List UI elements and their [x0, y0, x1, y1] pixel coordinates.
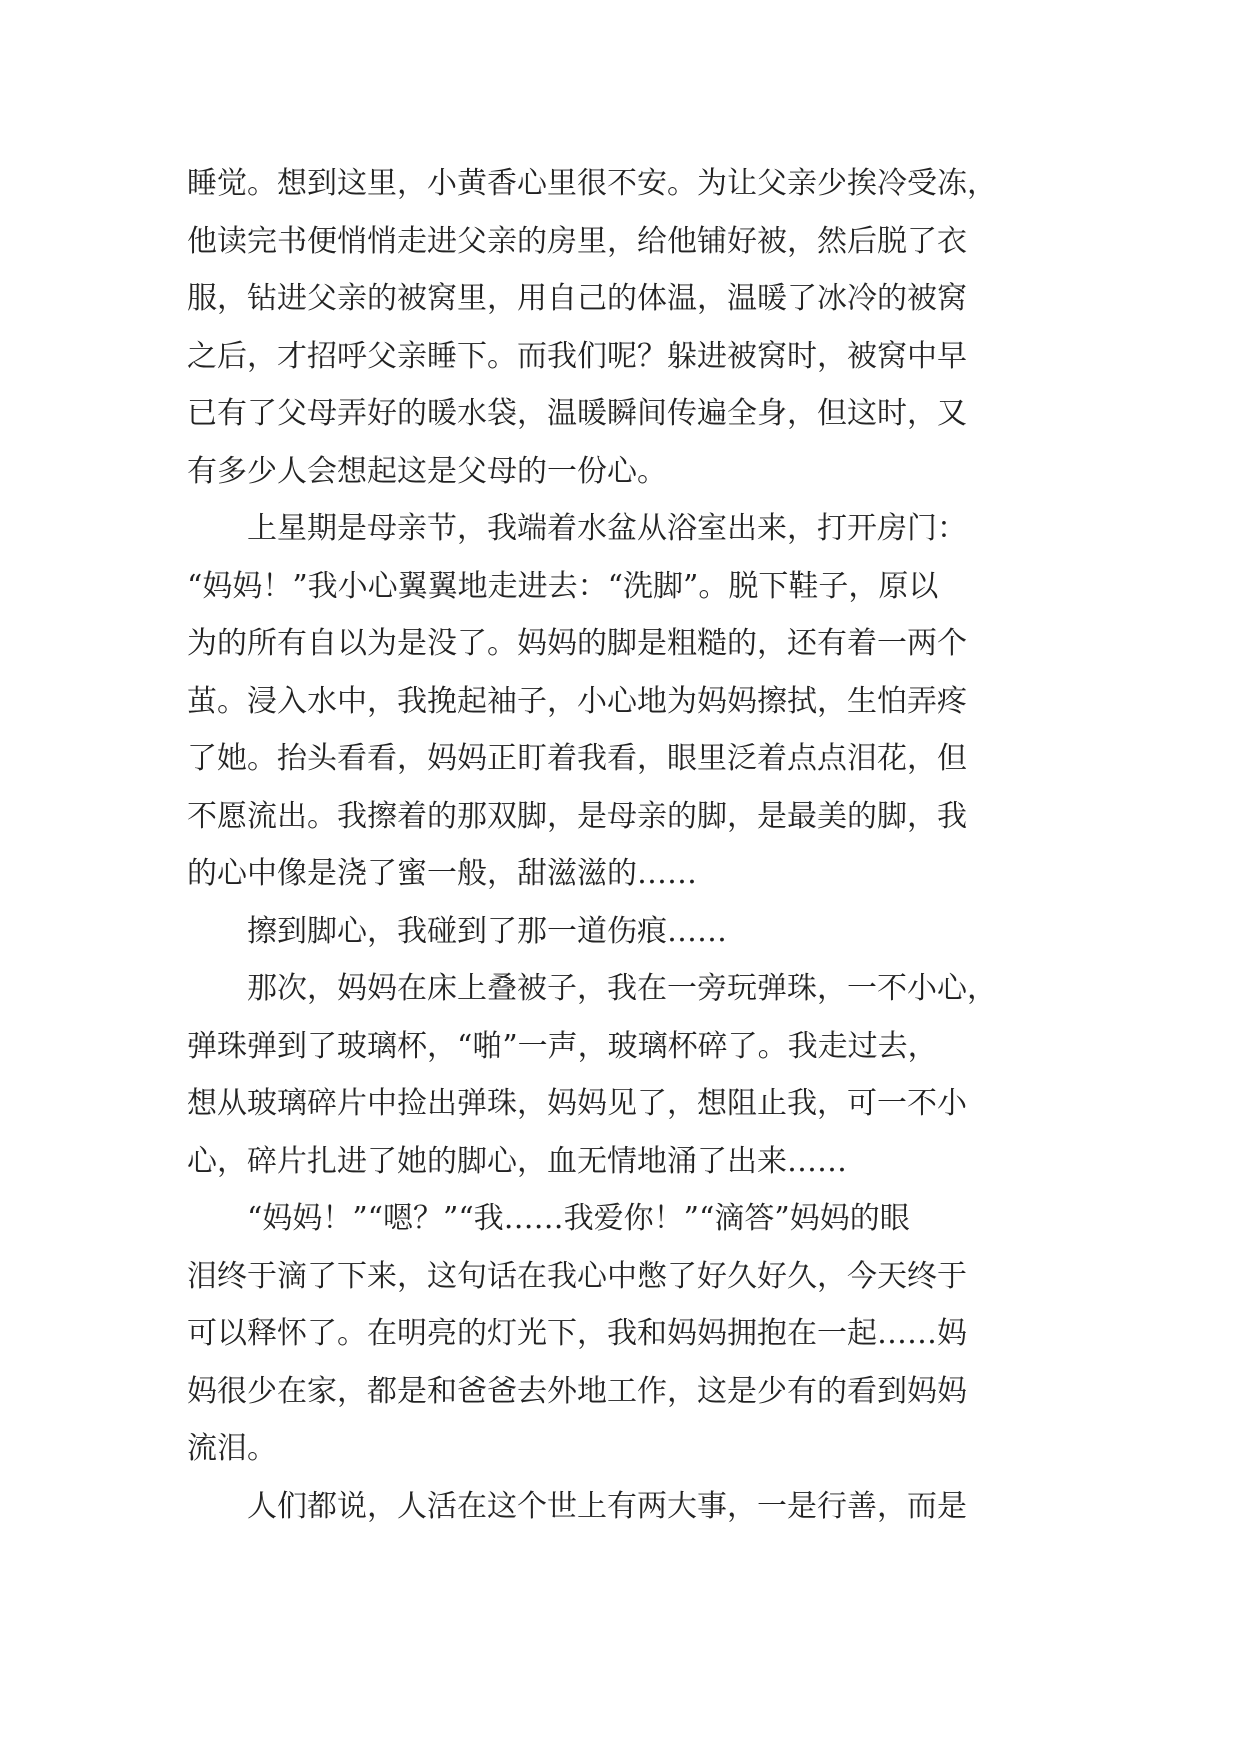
document-body [187, 155, 1057, 1535]
paragraph [187, 155, 1057, 500]
text-line: 弹珠弹到了玻璃杯，“啪”一声，玻璃杯碎了。我走过去， [187, 1028, 938, 1064]
text-line: 茧。浸入水中，我挽起袖子，小心地为妈妈擦拭，生怕弄疼 [187, 683, 967, 719]
text-line: 之后，才招呼父亲睡下。而我们呢？躲进被窝时，被窝中早 [187, 338, 967, 374]
text-line: 那次，妈妈在床上叠被子，我在一旁玩弹珠，一不小心， [187, 971, 997, 1006]
text-line: 心，碎片扎进了她的脚心，血无情地涌了出来…… [187, 1143, 847, 1179]
paragraph [187, 903, 1057, 961]
text-line: 了她。抬头看看，妈妈正盯着我看，眼里泛着点点泪花，但 [187, 741, 967, 776]
text-line: 上星期是母亲节，我端着水盆从浴室出来，打开房门： [187, 511, 967, 546]
text-line: 的心中像是浇了蜜一般，甜滋滋的…… [187, 856, 697, 891]
text-line: 为的所有自以为是没了。妈妈的脚是粗糙的，还有着一两个 [187, 626, 967, 661]
text-line: 想从玻璃碎片中捡出弹珠，妈妈见了，想阻止我，可一不小 [187, 1086, 967, 1121]
text-line: 服，钻进父亲的被窝里，用自己的体温，温暖了冰冷的被窝 [187, 281, 967, 316]
text-line: 流泪。 [187, 1431, 277, 1466]
text-line: 泪终于滴了下来，这句话在我心中憋了好久好久，今天终于 [187, 1258, 967, 1294]
text-line: 有多少人会想起这是父母的一份心。 [187, 453, 667, 489]
text-line: 不愿流出。我擦着的那双脚，是母亲的脚，是最美的脚，我 [187, 798, 967, 834]
text-line: “妈妈！”“嗯？”“我……我爱你！”“滴答”妈妈的眼 [187, 1201, 910, 1236]
text-line: 已有了父母弄好的暖水袋，温暖瞬间传遍全身，但这时，又 [187, 396, 967, 431]
paragraph [187, 500, 1057, 903]
text-line: 妈很少在家，都是和爸爸去外地工作，这是少有的看到妈妈 [187, 1373, 967, 1409]
text-line: 擦到脚心，我碰到了那一道伤痕…… [187, 913, 727, 949]
paragraph [187, 960, 1057, 1190]
text-line: “妈妈！”我小心翼翼地走进去：“洗脚”。脱下鞋子，原以 [187, 568, 939, 604]
text-line: 他读完书便悄悄走进父亲的房里，给他铺好被，然后脱了衣 [187, 223, 967, 259]
text-line: 睡觉。想到这里，小黄香心里很不安。为让父亲少挨冷受冻， [187, 166, 997, 201]
paragraph [187, 1190, 1057, 1478]
paragraph [187, 1478, 1057, 1536]
text-line: 人们都说，人活在这个世上有两大事，一是行善，而是 [187, 1488, 967, 1524]
text-line: 可以释怀了。在明亮的灯光下，我和妈妈拥抱在一起……妈 [187, 1316, 967, 1351]
